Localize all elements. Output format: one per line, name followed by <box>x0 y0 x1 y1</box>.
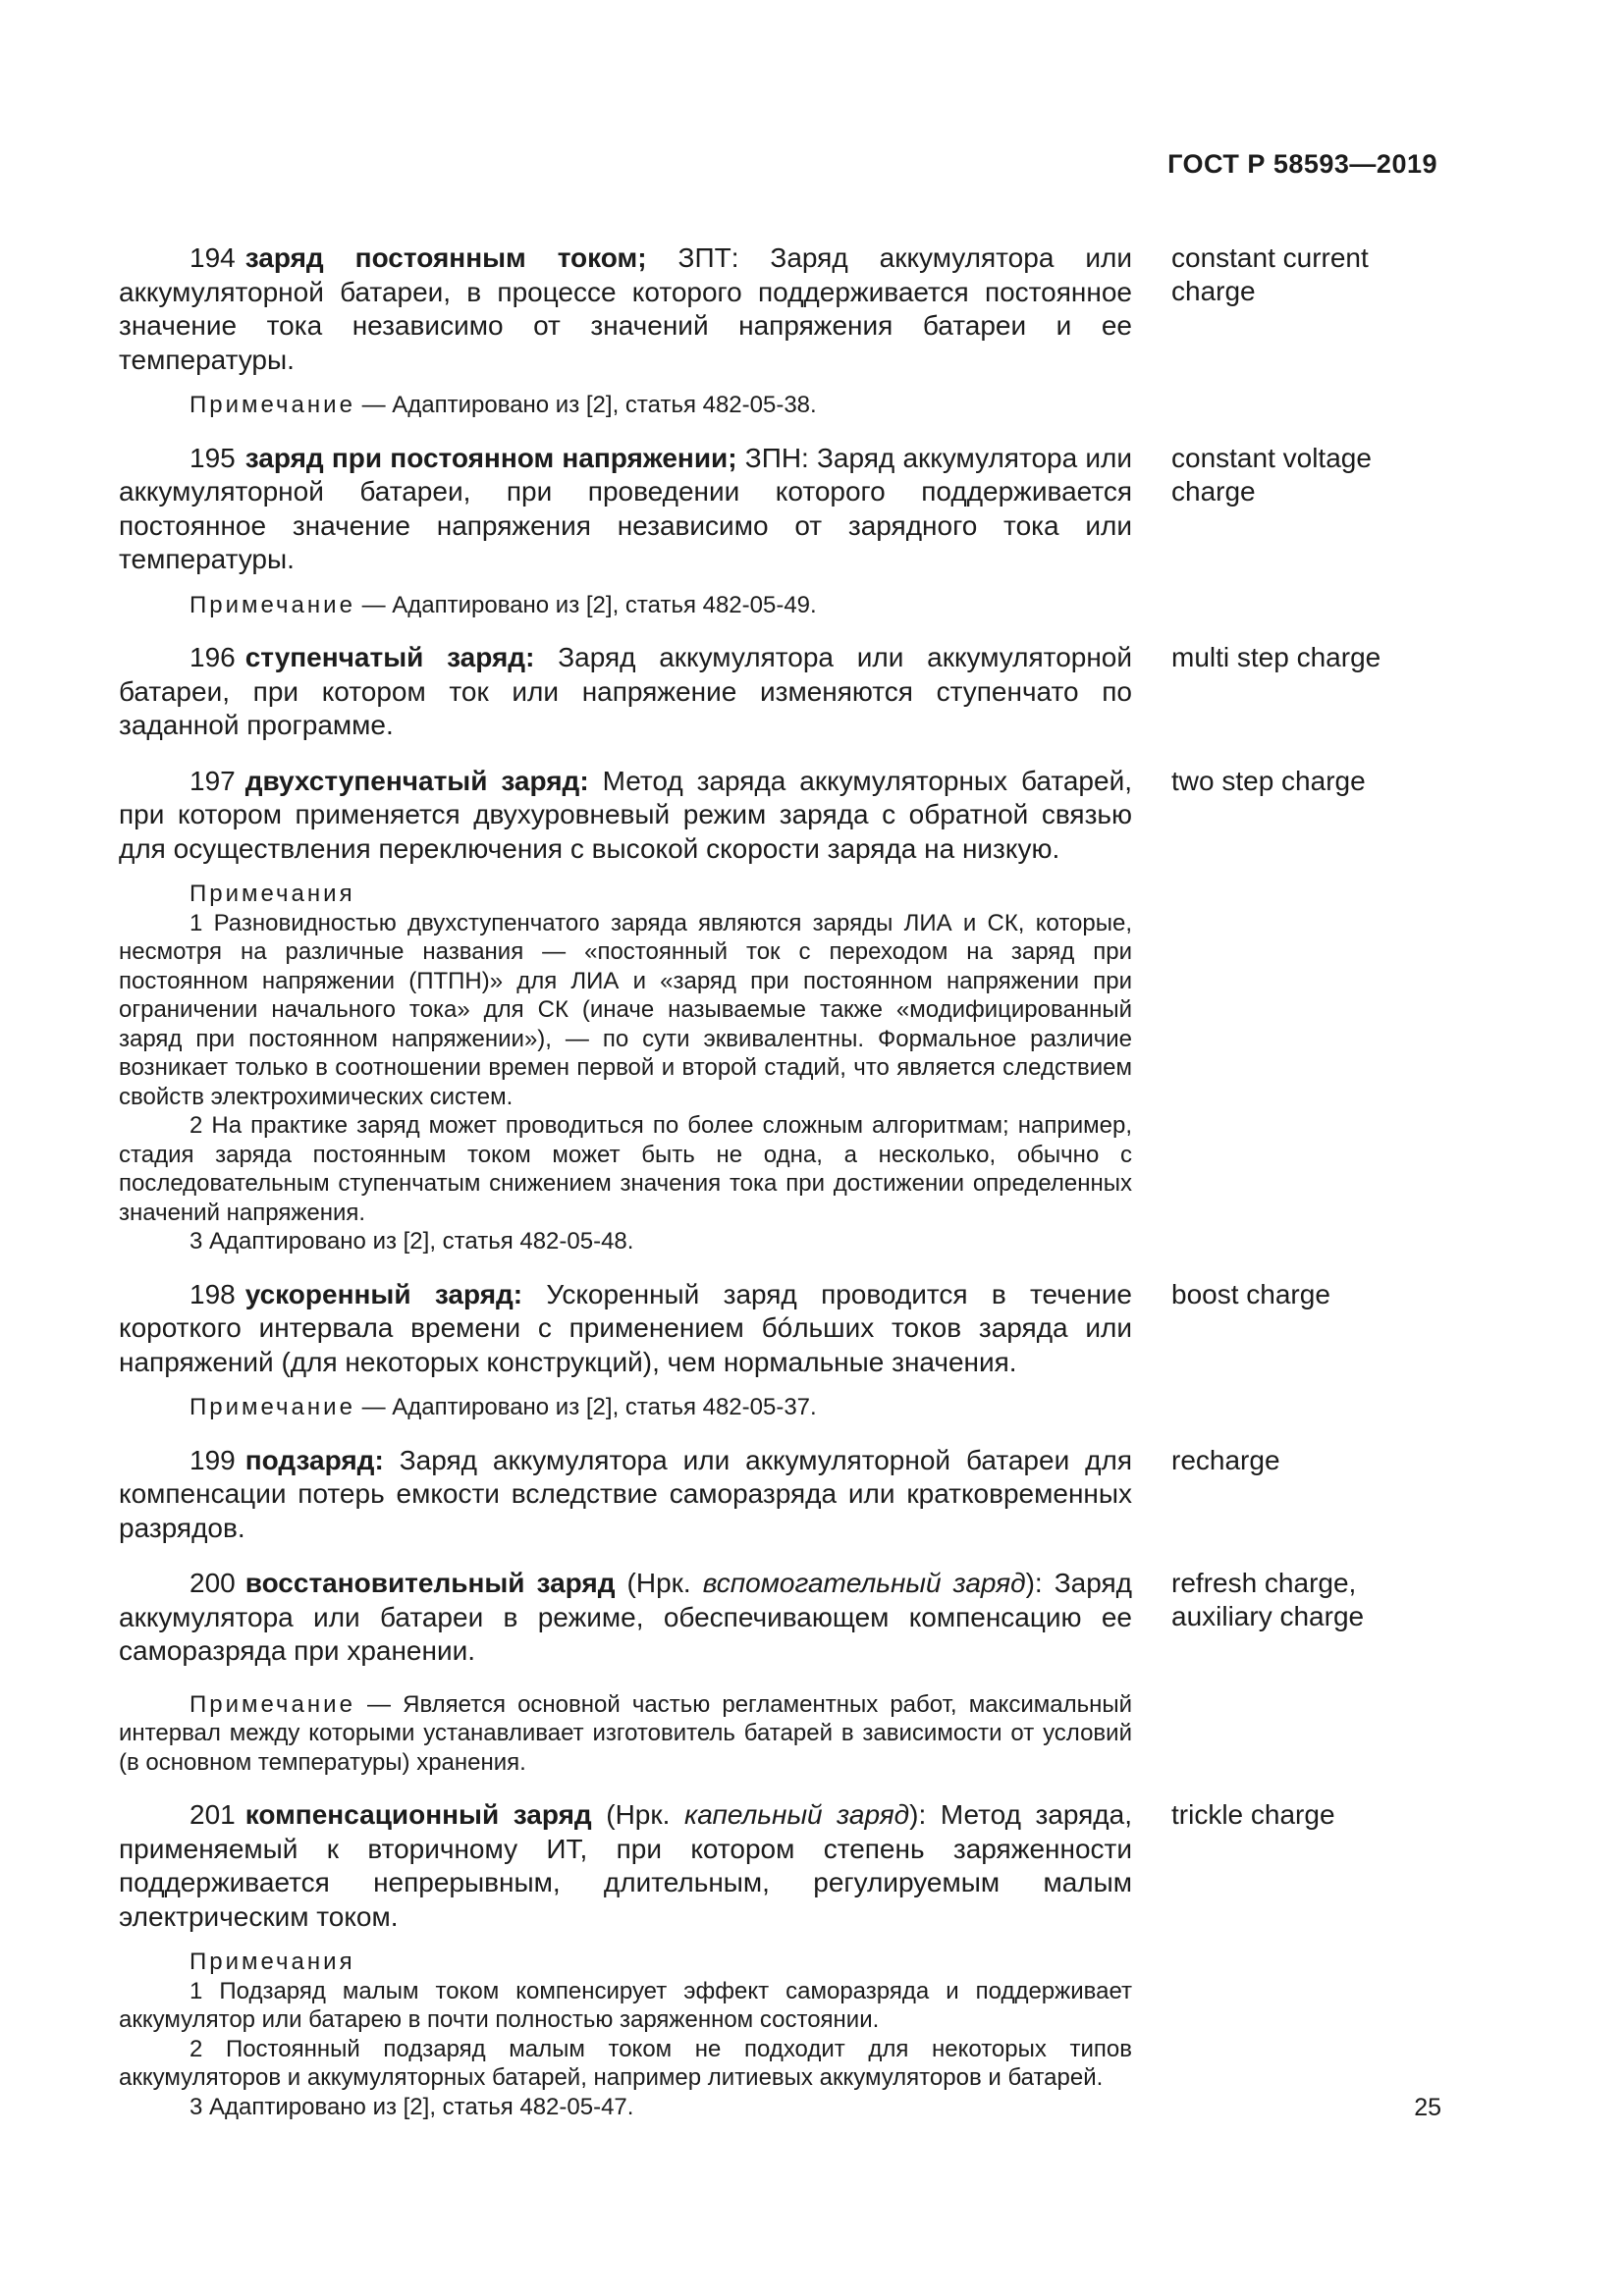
note-text: — Адаптировано из [2], статья 482-05-37. <box>354 1394 817 1420</box>
english-line: multi step charge <box>1171 642 1381 672</box>
term-notes-201 <box>119 1948 1132 2121</box>
term-name: заряд при постоянном напряжении; <box>244 442 737 473</box>
english-equivalent <box>1171 1444 1441 1477</box>
term-name: восстановительный заряд <box>244 1568 616 1598</box>
term-number: 200 <box>189 1568 236 1598</box>
note-label: Примечание <box>189 1690 355 1718</box>
english-line: charge <box>1171 475 1256 507</box>
english-line: boost charge <box>1171 1278 1330 1309</box>
page-number: 25 <box>1414 2094 1441 2121</box>
term-text: ): Заряд аккумулятора или батареи в режиме, обеспечивающем компенсацию ее саморазряда при хранении. <box>119 1568 1132 1666</box>
term-name: ускоренный заряд: <box>244 1278 523 1309</box>
english-line: trickle charge <box>1171 1799 1335 1830</box>
term-text: ЗПН: Заряд аккумулятора или аккумуляторной батареи, при проведении которого поддерживается постоянное значение напряжения независимо от зарядного тока или температуры. <box>119 442 1133 574</box>
term-definition <box>119 241 1132 377</box>
notes-label: Примечания <box>189 881 355 907</box>
note-item: 3 Адаптировано из [2], статья 482-05-48. <box>189 1228 634 1255</box>
term-name: заряд постоянным током; <box>244 242 647 273</box>
english-line: charge <box>1171 276 1256 306</box>
term-definition <box>119 1278 1132 1380</box>
english-equivalent <box>1171 641 1441 674</box>
term-text: ): Метод заряда, применяемый к вторичному ИТ, при котором степень заряженности поддерживается непрерывным, длительным, регулируемым малым электрическим током. <box>119 1799 1132 1932</box>
term-entry-197 <box>119 765 1441 867</box>
term-definition <box>119 1567 1132 1669</box>
document-code: ГОСТ Р 58593—2019 <box>1167 149 1437 179</box>
term-text: Ускоренный заряд проводится в течение короткого интервала времени с применением бóльших токов заряда или напряжений (для некоторых конструкций), чем нормальные значения. <box>119 1278 1132 1377</box>
term-definition <box>119 1444 1132 1546</box>
term-note-195 <box>119 591 1132 620</box>
term-deprecated: капельный заряд <box>683 1799 910 1830</box>
english-line: refresh charge, <box>1171 1568 1357 1598</box>
term-name: ступенчатый заряд: <box>244 642 535 672</box>
term-text: Заряд аккумулятора или аккумуляторной батареи, при котором ток или напряжение изменяются ступенчато по заданной программе. <box>119 642 1133 740</box>
english-line: constant voltage <box>1171 442 1372 473</box>
english-equivalent <box>1171 1798 1441 1832</box>
english-line: constant current <box>1171 242 1369 273</box>
term-entry-198 <box>119 1278 1441 1380</box>
note-item: 3 Адаптировано из [2], статья 482-05-47. <box>189 2093 634 2120</box>
english-equivalent <box>1171 442 1441 508</box>
term-text: Заряд аккумулятора или аккумуляторной батареи для компенсации потерь емкости вследствие саморазряда или кратковременных разрядов. <box>119 1444 1132 1543</box>
term-name: двухступенчатый заряд: <box>244 765 589 796</box>
term-name: подзаряд: <box>244 1444 384 1475</box>
term-entry-201 <box>119 1798 1441 1934</box>
english-equivalent <box>1171 1567 1441 1633</box>
note-item: 2 На практике заряд может проводиться по более сложным алгоритмам; например, стадия заряда постоянным током может быть не одна, а несколько, обычно с последовательным ступенчатым снижением значения тока при достижении определенных значений напряжения. <box>119 1112 1132 1226</box>
term-definition <box>119 442 1132 577</box>
term-entry-196 <box>119 641 1441 743</box>
term-number: 197 <box>189 765 236 796</box>
english-equivalent <box>1171 765 1441 798</box>
term-number: 201 <box>189 1799 236 1830</box>
term-note-198 <box>119 1393 1132 1422</box>
note-text: — Адаптировано из [2], статья 482-05-49. <box>354 591 817 618</box>
term-number: 194 <box>189 242 236 273</box>
term-number: 195 <box>189 442 236 473</box>
term-number: 199 <box>189 1444 236 1475</box>
term-entry-195 <box>119 442 1441 577</box>
english-line: auxiliary charge <box>1171 1601 1365 1631</box>
terms-content <box>119 241 1441 2121</box>
term-number: 196 <box>189 642 236 672</box>
term-deprecated: вспомогательный заряд <box>702 1568 1026 1598</box>
term-number: 198 <box>189 1278 236 1309</box>
term-note-200 <box>119 1690 1132 1778</box>
term-definition <box>119 641 1132 743</box>
term-paren: (Нрк. <box>591 1799 684 1830</box>
english-equivalent <box>1171 1278 1441 1311</box>
term-entry-194 <box>119 241 1441 377</box>
english-equivalent <box>1171 241 1441 308</box>
note-item: 2 Постоянный подзаряд малым током не подходит для некоторых типов аккумуляторов и аккумуляторных батарей, например литиевых аккумуляторов и батарей. <box>119 2035 1132 2091</box>
note-item: 1 Подзаряд малым током компенсирует эффект саморазряда и поддерживает аккумулятор или батарею в почти полностью заряженном состоянии. <box>119 1977 1132 2033</box>
note-text: — Адаптировано из [2], статья 482-05-38. <box>354 392 817 418</box>
term-definition <box>119 765 1132 867</box>
term-name: компенсационный заряд <box>244 1799 592 1830</box>
term-entry-200 <box>119 1567 1441 1669</box>
note-label: Примечание <box>189 591 355 618</box>
term-notes-197 <box>119 880 1132 1256</box>
english-line: recharge <box>1171 1444 1280 1475</box>
english-line: two step charge <box>1171 765 1366 796</box>
note-label: Примечание <box>189 392 355 418</box>
term-note-194 <box>119 391 1132 420</box>
term-definition <box>119 1798 1132 1934</box>
note-label: Примечание <box>189 1394 355 1420</box>
term-text: Метод заряда аккумуляторных батарей, при котором применяется двухуровневый режим заряда с обратной связью для осуществления переключения с высокой скорости заряда на низкую. <box>119 765 1132 864</box>
note-item: 1 Разновидностью двухступенчатого заряда являются заряды ЛИА и СК, которые, несмотря на различные названия — «постоянный ток с переходом на заряд при постоянном напряжении (ПТПН)» для ЛИА и «заряд при постоянном напряжении при ограничении начального тока» для СК (иначе называемые также «модифицированный заряд при постоянном напряжении»), — по сути эквивалентны. Формальное различие возникает только в соотношении времен первой и второй стадий, что является следствием свойств электрохимических систем. <box>119 909 1132 1110</box>
term-paren: (Нрк. <box>615 1568 703 1598</box>
term-text: ЗПТ: Заряд аккумулятора или аккумуляторной батареи, в процессе которого поддерживается постоянное значение тока независимо от значений напряжения батареи и ее температуры. <box>119 242 1132 375</box>
note-text: — Является основной частью регламентных работ, максимальный интервал между которыми устанавливает изготовитель батарей в зависимости от условий (в основном температуры) хранения. <box>119 1690 1132 1776</box>
term-entry-199 <box>119 1444 1441 1546</box>
notes-label: Примечания <box>189 1949 355 1975</box>
